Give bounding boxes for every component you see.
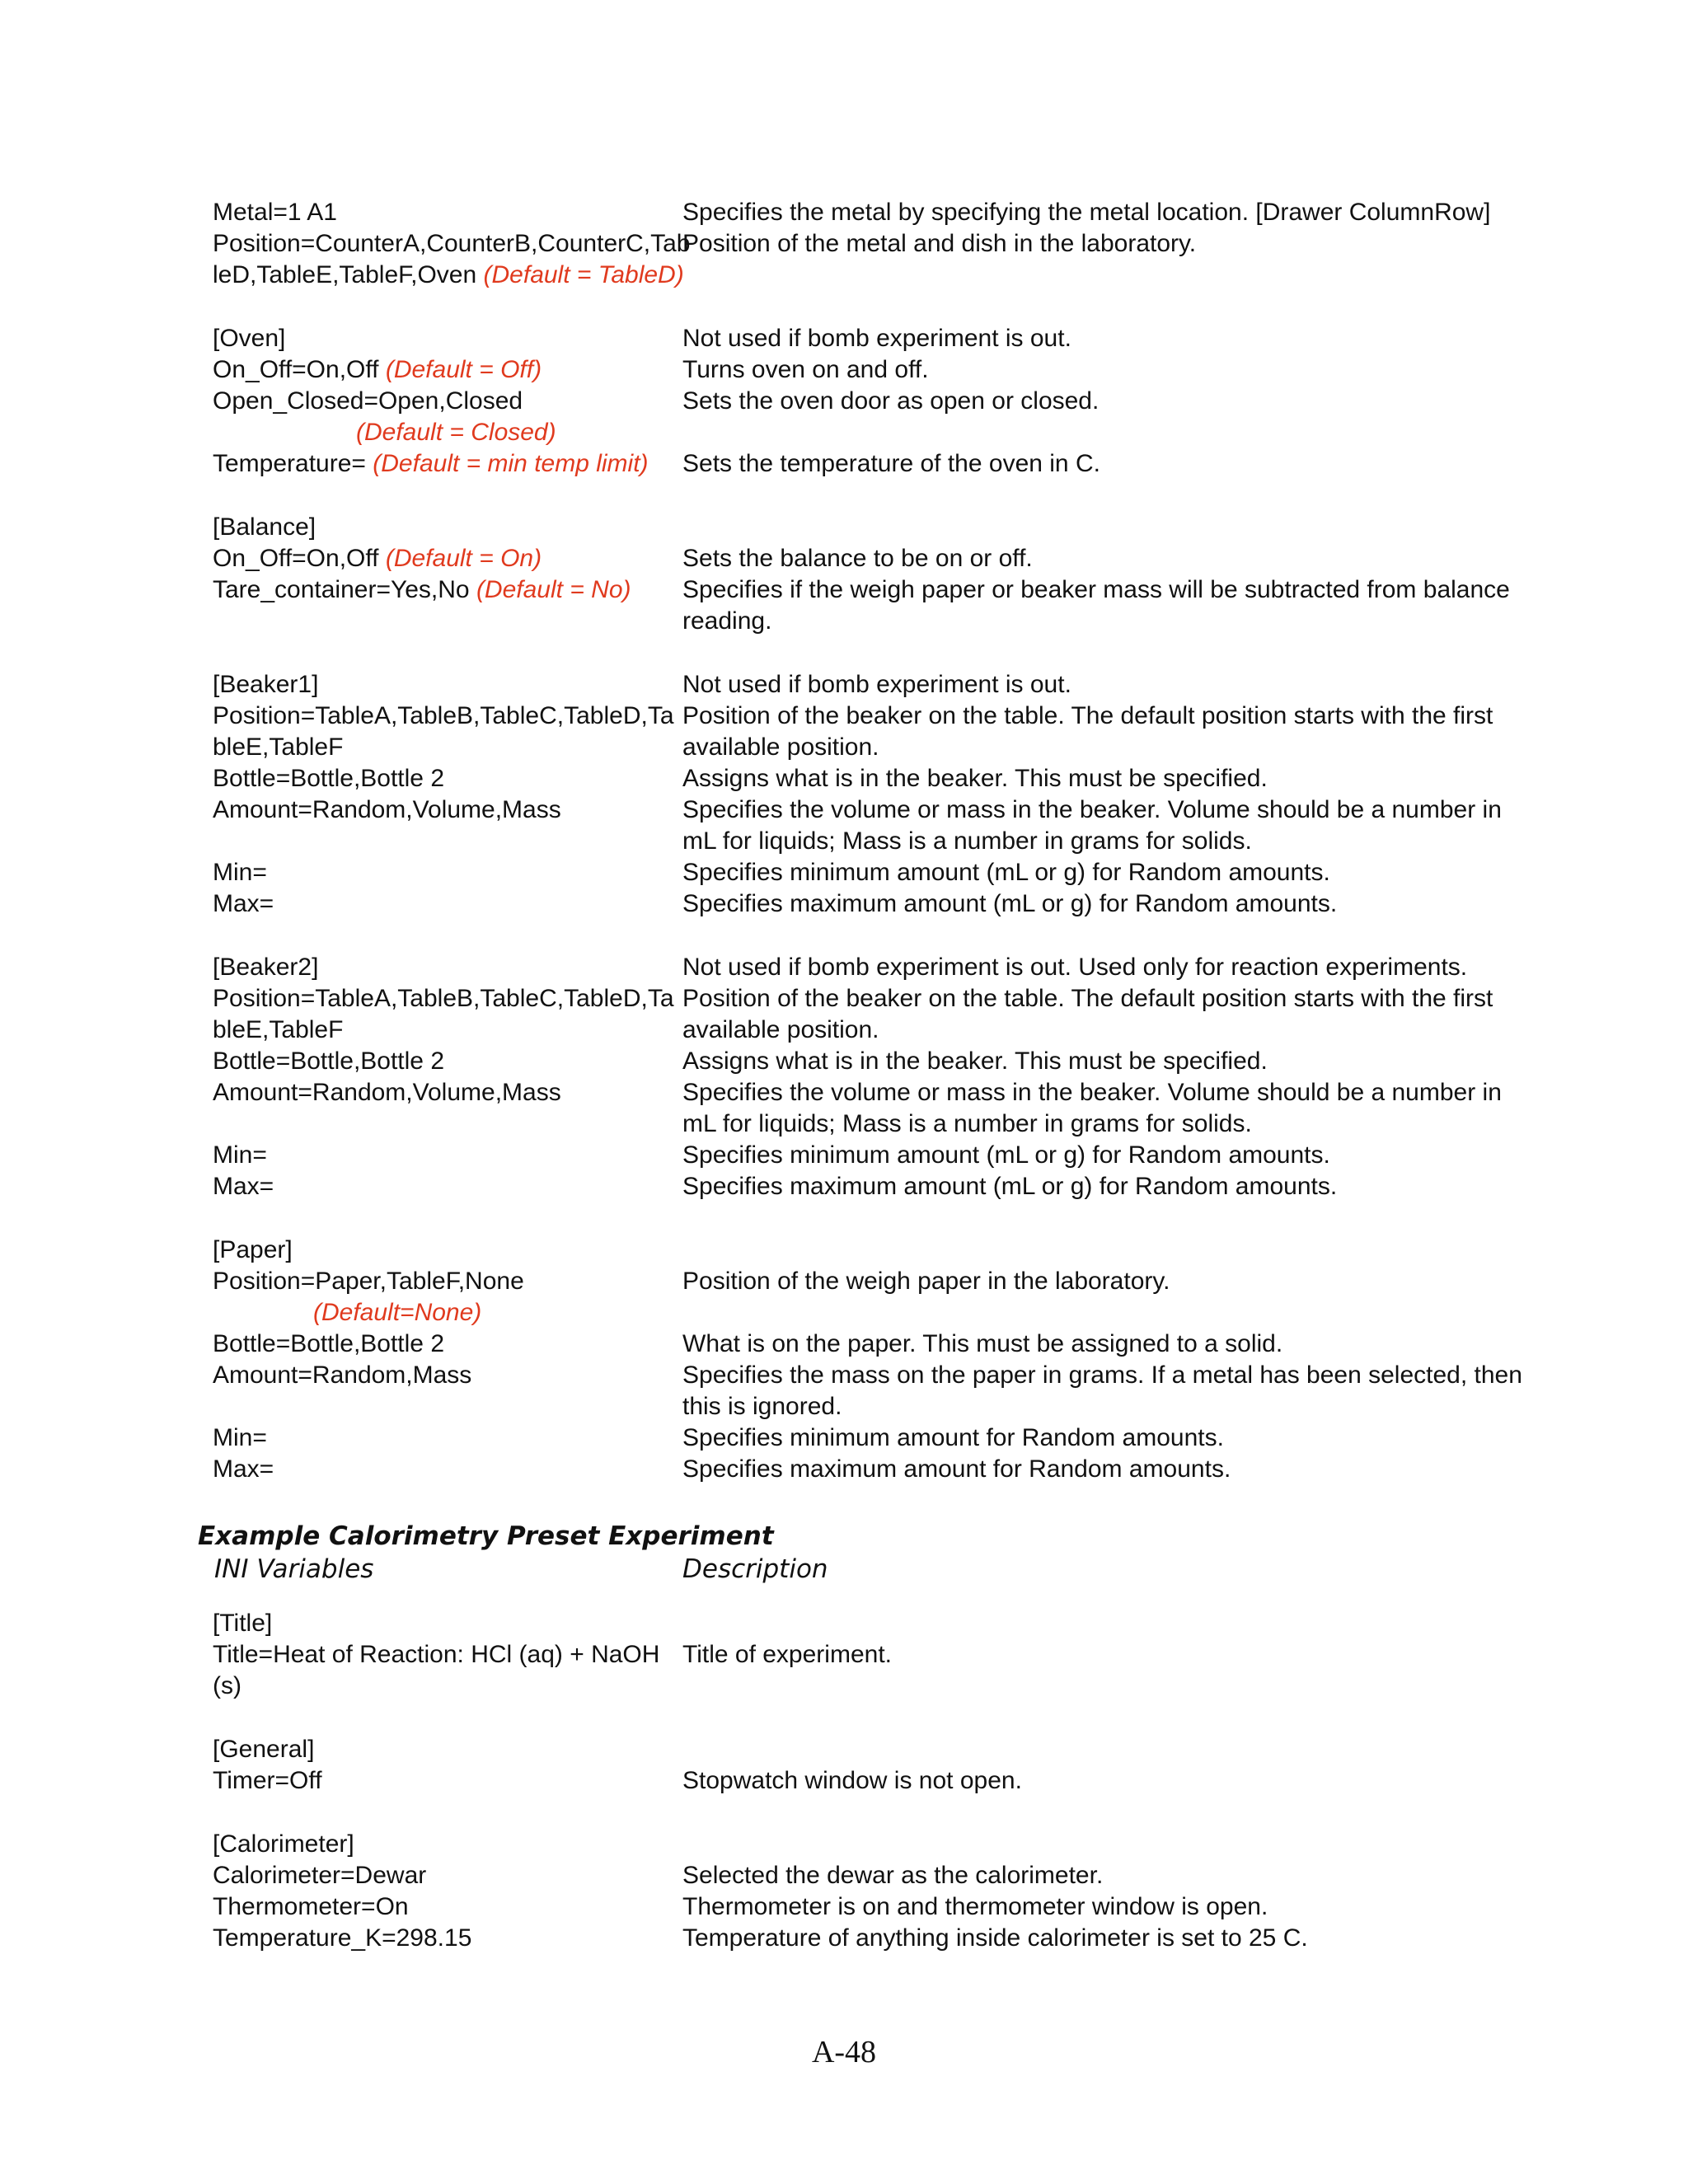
ini-key: Max= — [213, 1455, 274, 1483]
ini-key: Thermometer=On — [213, 1893, 409, 1920]
row-general-timer — [0, 1765, 1688, 1797]
ini-key: bleE,TableF — [213, 733, 344, 761]
row-paper-amount-cont — [0, 1391, 1688, 1422]
row-beaker2-amount — [0, 1077, 1688, 1108]
section-header: [Paper] — [213, 1236, 293, 1263]
ini-key: Min= — [213, 859, 267, 886]
section-header: [Oven] — [213, 325, 286, 352]
description: Specifies the metal by specifying the metal location. [Drawer ColumnRow] — [682, 199, 1491, 226]
description: available position. — [682, 1016, 879, 1043]
ini-key: Position=CounterA,CounterB,CounterC,Tab — [213, 230, 691, 257]
row-calorimeter — [0, 1829, 1688, 1860]
row-oven — [0, 323, 1688, 354]
section-heading: Example Calorimetry Preset Experiment — [198, 1521, 774, 1551]
ini-key: On_Off=On,Off (Default = On) — [213, 545, 542, 572]
row-beaker2-bottle — [0, 1046, 1688, 1077]
default-value: (Default = TableD) — [483, 261, 684, 288]
description: Not used if bomb experiment is out. Used only for reaction experiments. — [682, 954, 1468, 981]
description: Turns oven on and off. — [682, 356, 929, 383]
row-metal-position — [0, 228, 1688, 260]
row-title-cont — [0, 1671, 1688, 1702]
description: Position of the beaker on the table. The default position starts with the first — [682, 702, 1493, 729]
ini-key: Amount=Random,Volume,Mass — [213, 1079, 561, 1106]
default-value: (Default = On) — [385, 545, 542, 572]
row-oven-openclosed-default — [0, 417, 1688, 448]
row-oven-temperature — [0, 448, 1688, 480]
row-beaker1-min — [0, 857, 1688, 888]
ini-key: Position=TableA,TableB,TableC,TableD,Ta — [213, 702, 674, 729]
row-beaker1-position-cont — [0, 732, 1688, 763]
ini-key: Temperature= (Default = min temp limit) — [213, 450, 649, 477]
ini-key: (s) — [213, 1672, 241, 1699]
default-value: (Default=None) — [313, 1299, 482, 1326]
description: Thermometer is on and thermometer window is open. — [682, 1893, 1268, 1920]
description: Not used if bomb experiment is out. — [682, 671, 1071, 698]
row-balance-tare — [0, 574, 1688, 606]
description: Stopwatch window is not open. — [682, 1767, 1022, 1794]
description: Specifies minimum amount (mL or g) for Random amounts. — [682, 859, 1330, 886]
row-beaker2-position — [0, 983, 1688, 1015]
row-paper-amount — [0, 1360, 1688, 1391]
ini-key: Bottle=Bottle,Bottle 2 — [213, 1330, 445, 1357]
ini-key: Position=TableA,TableB,TableC,TableD,Ta — [213, 985, 674, 1012]
row-calorimeter-temperature — [0, 1923, 1688, 1954]
row-paper-position — [0, 1266, 1688, 1297]
ini-key: Bottle=Bottle,Bottle 2 — [213, 1047, 445, 1075]
default-value: (Default = min temp limit) — [373, 450, 649, 477]
description: Not used if bomb experiment is out. — [682, 325, 1071, 352]
ini-key: Max= — [213, 1173, 274, 1200]
ini-key: Min= — [213, 1141, 267, 1169]
section-header: [Beaker1] — [213, 671, 319, 698]
row-beaker2-min — [0, 1140, 1688, 1171]
description: Selected the dewar as the calorimeter. — [682, 1862, 1104, 1889]
description: Specifies if the weigh paper or beaker mass will be subtracted from balance — [682, 576, 1510, 603]
description: What is on the paper. This must be assigned to a solid. — [682, 1330, 1283, 1357]
row-general — [0, 1734, 1688, 1765]
row-beaker2-amount-cont — [0, 1108, 1688, 1140]
description: Specifies minimum amount (mL or g) for Random amounts. — [682, 1141, 1330, 1169]
description: Specifies maximum amount for Random amounts. — [682, 1455, 1231, 1483]
row-oven-onoff — [0, 354, 1688, 386]
row-beaker1-position — [0, 701, 1688, 732]
row-paper-position-default — [0, 1297, 1688, 1329]
row-paper-bottle — [0, 1329, 1688, 1360]
description: Specifies maximum amount (mL or g) for Random amounts. — [682, 890, 1338, 917]
ini-key: Title=Heat of Reaction: HCl (aq) + NaOH — [213, 1641, 660, 1668]
description: Title of experiment. — [682, 1641, 892, 1668]
section-header: [Calorimeter] — [213, 1830, 354, 1858]
ini-key: Temperature_K=298.15 — [213, 1924, 472, 1952]
row-beaker2-position-cont — [0, 1015, 1688, 1046]
description: Specifies the volume or mass in the beaker. Volume should be a number in — [682, 1079, 1502, 1106]
description: available position. — [682, 733, 879, 761]
row-beaker1-max — [0, 888, 1688, 920]
ini-key: Position=Paper,TableF,None — [213, 1268, 524, 1295]
row-beaker2-max — [0, 1171, 1688, 1202]
row-beaker1-amount-cont — [0, 826, 1688, 857]
section-header: [Balance] — [213, 513, 316, 541]
row-calorimeter-type — [0, 1860, 1688, 1891]
description: Position of the metal and dish in the laboratory. — [682, 230, 1197, 257]
row-beaker1-amount — [0, 794, 1688, 826]
row-calorimeter-thermometer — [0, 1891, 1688, 1923]
description: Sets the temperature of the oven in C. — [682, 450, 1100, 477]
description: Specifies minimum amount for Random amounts. — [682, 1424, 1224, 1451]
description: Sets the balance to be on or off. — [682, 545, 1033, 572]
row-beaker1-bottle — [0, 763, 1688, 794]
ini-key: Metal=1 A1 — [213, 199, 337, 226]
row-beaker1 — [0, 669, 1688, 701]
description: Temperature of anything inside calorimeter is set to 25 C. — [682, 1924, 1308, 1952]
row-paper — [0, 1235, 1688, 1266]
ini-key: On_Off=On,Off (Default = Off) — [213, 356, 542, 383]
row-paper-max — [0, 1454, 1688, 1485]
description: Specifies the volume or mass in the beaker. Volume should be a number in — [682, 796, 1502, 823]
ini-key: Tare_container=Yes,No (Default = No) — [213, 576, 631, 603]
row-title — [0, 1639, 1688, 1671]
description: Specifies maximum amount (mL or g) for Random amounts. — [682, 1173, 1338, 1200]
row-balance-tare-cont — [0, 606, 1688, 637]
section-header: [Beaker2] — [213, 954, 319, 981]
row-beaker2 — [0, 952, 1688, 983]
description: Specifies the mass on the paper in grams. If a metal has been selected, then — [682, 1361, 1522, 1389]
section-header: [General] — [213, 1736, 315, 1763]
page-number: A-48 — [811, 2035, 877, 2069]
row-oven-openclosed — [0, 386, 1688, 417]
description: Assigns what is in the beaker. This must be specified. — [682, 765, 1268, 792]
ini-key: bleE,TableF — [213, 1016, 344, 1043]
row-paper-min — [0, 1422, 1688, 1454]
description: mL for liquids; Mass is a number in grams for solids. — [682, 1110, 1252, 1137]
ini-key: Timer=Off — [213, 1767, 322, 1794]
ini-key: leD,TableE,TableF,Oven (Default = TableD) — [213, 261, 684, 288]
row-balance-onoff — [0, 543, 1688, 574]
ini-key: Max= — [213, 890, 274, 917]
ini-key: Min= — [213, 1424, 267, 1451]
description: Assigns what is in the beaker. This must be specified. — [682, 1047, 1268, 1075]
description: this is ignored. — [682, 1393, 842, 1420]
description: reading. — [682, 607, 772, 635]
row-title-section — [0, 1608, 1688, 1639]
default-value: (Default = No) — [476, 576, 631, 603]
description: Position of the beaker on the table. The default position starts with the first — [682, 985, 1493, 1012]
column-header-ini: INI Variables — [214, 1554, 374, 1584]
row-metal-position-cont — [0, 260, 1688, 291]
description: Sets the oven door as open or closed. — [682, 387, 1100, 415]
ini-key: Amount=Random,Volume,Mass — [213, 796, 561, 823]
default-value: (Default = Closed) — [356, 419, 556, 446]
section-header: [Title] — [213, 1610, 273, 1637]
ini-key: Amount=Random,Mass — [213, 1361, 472, 1389]
ini-key: Open_Closed=Open,Closed — [213, 387, 523, 415]
description: mL for liquids; Mass is a number in grams for solids. — [682, 827, 1252, 855]
ini-key: Calorimeter=Dewar — [213, 1862, 427, 1889]
column-header-description: Description — [682, 1554, 828, 1584]
row-balance — [0, 512, 1688, 543]
ini-key: Bottle=Bottle,Bottle 2 — [213, 765, 445, 792]
default-value: (Default = Off) — [385, 356, 542, 383]
row-metal — [0, 197, 1688, 228]
description: Position of the weigh paper in the laboratory. — [682, 1268, 1170, 1295]
